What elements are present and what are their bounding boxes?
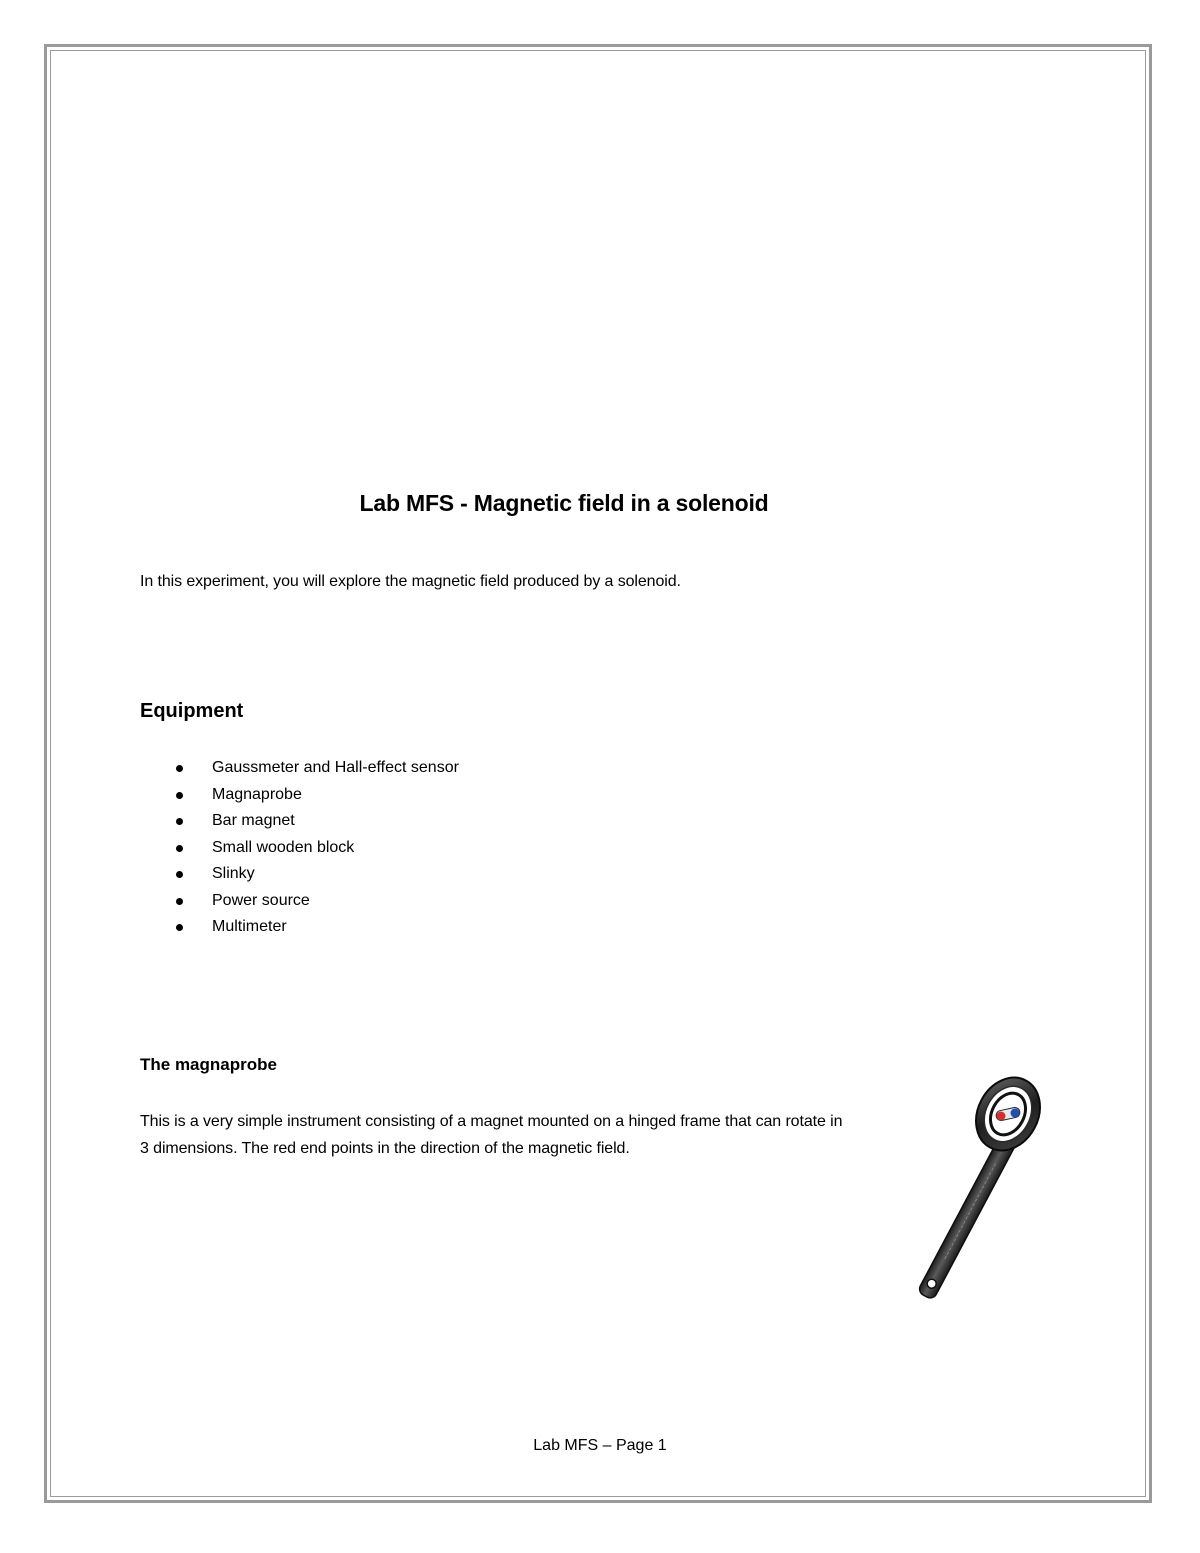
bullet-icon xyxy=(176,845,183,852)
list-item: Multimeter xyxy=(140,916,459,943)
equipment-heading: Equipment xyxy=(140,700,244,722)
magnaprobe-frame xyxy=(964,1070,1053,1162)
magnaprobe-heading: The magnaprobe xyxy=(140,1055,277,1074)
magnaprobe-handle xyxy=(917,1133,1017,1300)
magnaprobe-icon xyxy=(890,1070,1070,1320)
equipment-list xyxy=(140,757,459,943)
intro-text: In this experiment, you will explore the magnetic field produced by a solenoid. xyxy=(140,573,681,590)
bullet-icon xyxy=(176,898,183,905)
document-title: Lab MFS - Magnetic field in a solenoid xyxy=(359,490,769,516)
bullet-icon xyxy=(176,818,183,825)
list-item: Gaussmeter and Hall-effect sensor xyxy=(140,757,459,784)
list-item: Magnaprobe xyxy=(140,784,459,811)
page-footer: Lab MFS – Page 1 xyxy=(533,1437,667,1454)
list-item: Slinky xyxy=(140,863,459,890)
bullet-icon xyxy=(176,765,183,772)
bullet-icon xyxy=(176,924,183,931)
list-item: Bar magnet xyxy=(140,810,459,837)
magnaprobe-paragraph: This is a very simple instrument consisting of a magnet mounted on a hinged frame that can rotate in 3 dimensions. The red end points in the direction of the magnetic field. xyxy=(140,1113,843,1157)
bullet-icon xyxy=(176,792,183,799)
bullet-icon xyxy=(176,871,183,878)
list-item: Power source xyxy=(140,890,459,917)
list-item: Small wooden block xyxy=(140,837,459,864)
